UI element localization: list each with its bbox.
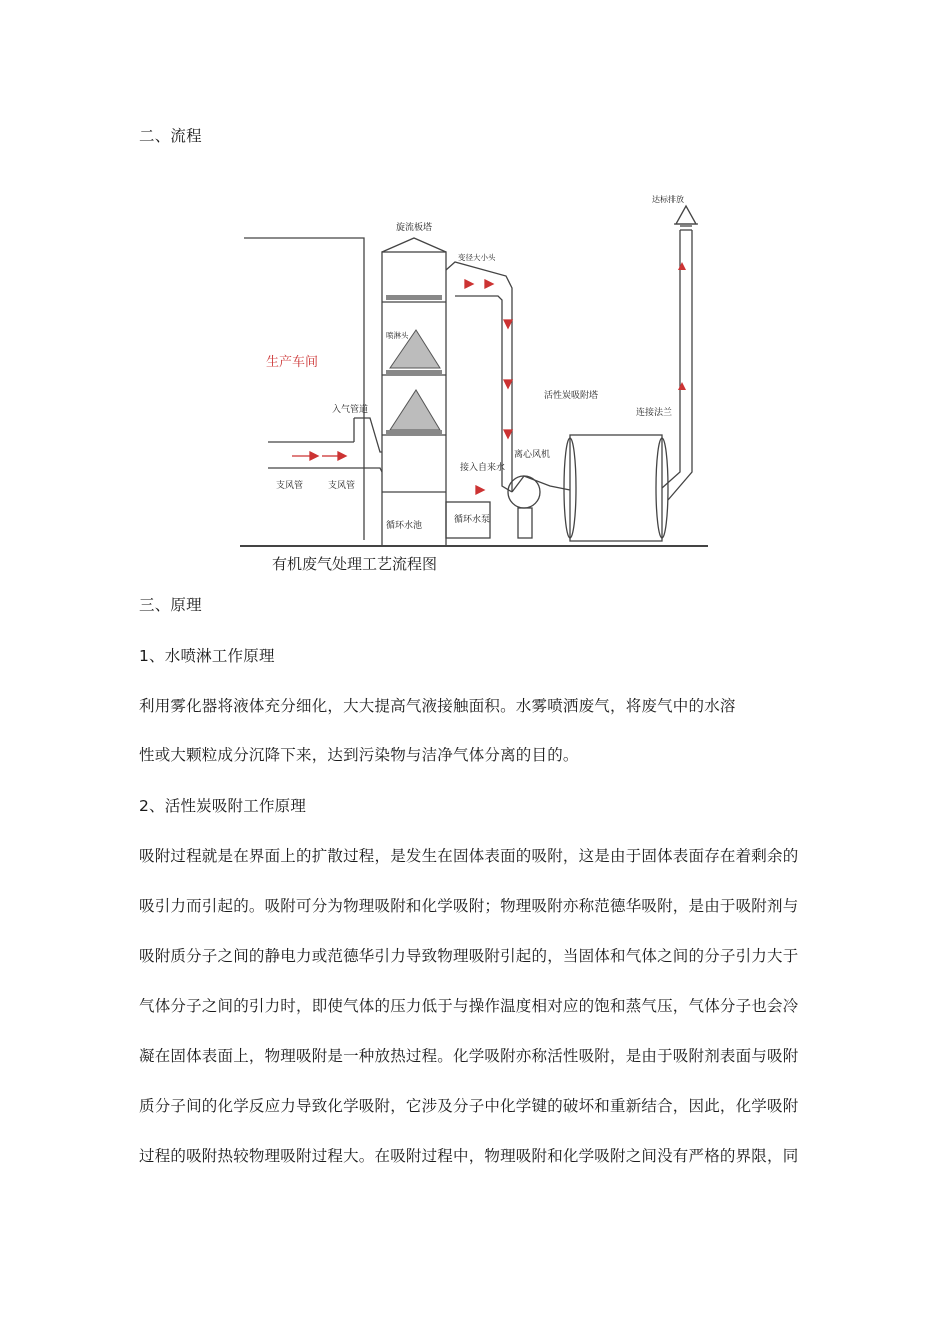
- label-inlet: 入气管道: [332, 405, 369, 415]
- sub2-line-5: 凝在固体表面上，物理吸附是一种放热过程。化学吸附亦称活性吸附，是由于吸附剂表面与吸附: [139, 1047, 799, 1065]
- label-carbon: 活性炭吸附塔: [544, 391, 599, 401]
- label-tower: 旋流板塔: [396, 223, 433, 233]
- label-fan: 离心风机: [514, 450, 551, 460]
- label-workshop: 生产车间: [266, 355, 319, 370]
- label-spray: 喷淋头: [386, 331, 409, 340]
- sub2-line-2: 吸引力而引起的。吸附可分为物理吸附和化学吸附；物理吸附亦称范德华吸附，是由于吸附剂与: [139, 897, 799, 915]
- section-2-heading: 二、流程: [139, 127, 202, 145]
- sub2-line-6: 质分子间的化学反应力导致化学吸附，它涉及分子中化学键的破坏和重新结合，因此，化学吸附: [139, 1097, 799, 1115]
- workshop-wall: [244, 238, 364, 540]
- label-pool: 循环水池: [386, 521, 423, 531]
- sub1-line-2: 性或大颗粒成分沉降下来，达到污染物与洁净气体分离的目的。: [139, 746, 579, 764]
- sub2-line-3: 吸附质分子之间的静电力或范德华引力导致物理吸附引起的，当固体和气体之间的分子引力大于: [139, 947, 799, 965]
- subsection-2-heading: 2、活性炭吸附工作原理: [139, 797, 307, 815]
- label-pump: 循环水泵: [454, 515, 491, 525]
- label-branch-1: 支风管: [276, 481, 304, 491]
- label-tap-water: 接入自来水: [460, 463, 506, 473]
- stack-cap: [676, 206, 696, 224]
- sub1-line-1: 利用雾化器将液体充分细化，大大提高气液接触面积。水雾喷洒废气，将废气中的水溶: [139, 697, 736, 715]
- sub2-line-1: 吸附过程就是在界面上的扩散过程，是发生在固体表面的吸附，这是由于固体表面存在着剩余的: [139, 847, 799, 865]
- tower-roof: [382, 238, 446, 252]
- sub2-line-4: 气体分子之间的引力时，即使气体的压力低于与操作温度相对应的饱和蒸气压，气体分子也会冷: [139, 997, 799, 1015]
- label-stack: 达标排放: [652, 195, 684, 204]
- stack-pipe: [662, 230, 680, 488]
- spray-head-upper: [390, 390, 440, 430]
- process-flow-diagram: [240, 190, 710, 552]
- label-reducer: 变径大小头: [458, 253, 496, 262]
- label-flange: 连接法兰: [636, 408, 673, 418]
- flow-diagram-svg: [240, 190, 710, 552]
- figure-caption: 有机废气处理工艺流程图: [272, 555, 438, 573]
- label-branch-2: 支风管: [328, 481, 356, 491]
- section-3-heading: 三、原理: [139, 596, 202, 614]
- subsection-1-heading: 1、水喷淋工作原理: [139, 647, 275, 665]
- carbon-tower: [570, 435, 662, 541]
- sub2-line-7: 过程的吸附热较物理吸附过程大。在吸附过程中，物理吸附和化学吸附之间没有严格的界限，同: [139, 1147, 799, 1165]
